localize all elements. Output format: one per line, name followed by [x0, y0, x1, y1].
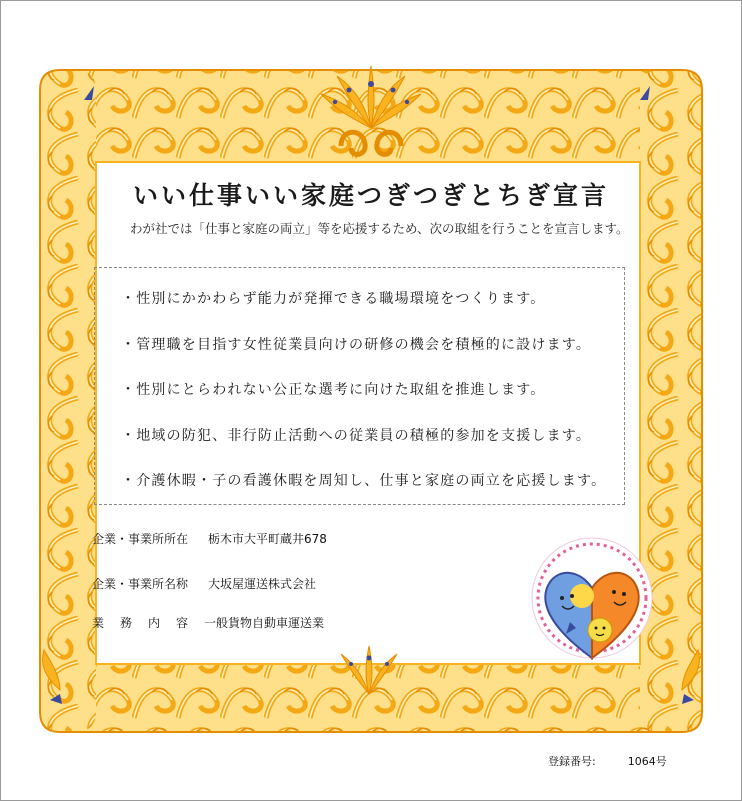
page-title: いい仕事いい家庭つぎつぎとちぎ宣言	[132, 181, 609, 210]
registration-value: 1064号	[627, 755, 667, 768]
declaration-item: ・性別にかかわらず能力が発揮できる職場環境をつくります。	[121, 291, 546, 307]
heart-logo	[528, 530, 658, 670]
declaration-item: ・介護休暇・子の看護休暇を周知し、仕事と家庭の両立を応援します。	[121, 473, 607, 489]
company-name	[92, 575, 316, 592]
intro-text: わが社では「仕事と家庭の両立」等を応援するため、次の取組を行うことを宣言します。	[130, 221, 629, 236]
business-label: 業務内容	[92, 616, 205, 630]
declaration-box	[94, 267, 625, 505]
name-label: 企業・事業所名称	[92, 577, 189, 591]
company-business	[92, 614, 324, 631]
declaration-item: ・地域の防犯、非行防止活動への従業員の積極的参加を支援します。	[121, 428, 592, 444]
address-value: 栃木市大平町蔵井678	[208, 532, 327, 546]
registration-label: 登録番号:	[548, 755, 596, 768]
address-label: 企業・事業所所在	[92, 532, 189, 546]
business-value: 一般貨物自動車運送業	[204, 616, 325, 630]
declaration-item: ・管理職を目指す女性従業員向けの研修の機会を積極的に設けます。	[121, 337, 592, 353]
declaration-item: ・性別にとらわれない公正な選考に向けた取組を推進します。	[121, 382, 546, 398]
name-value: 大坂屋運送株式会社	[208, 577, 317, 591]
registration-number	[548, 753, 667, 769]
company-address	[92, 530, 327, 547]
